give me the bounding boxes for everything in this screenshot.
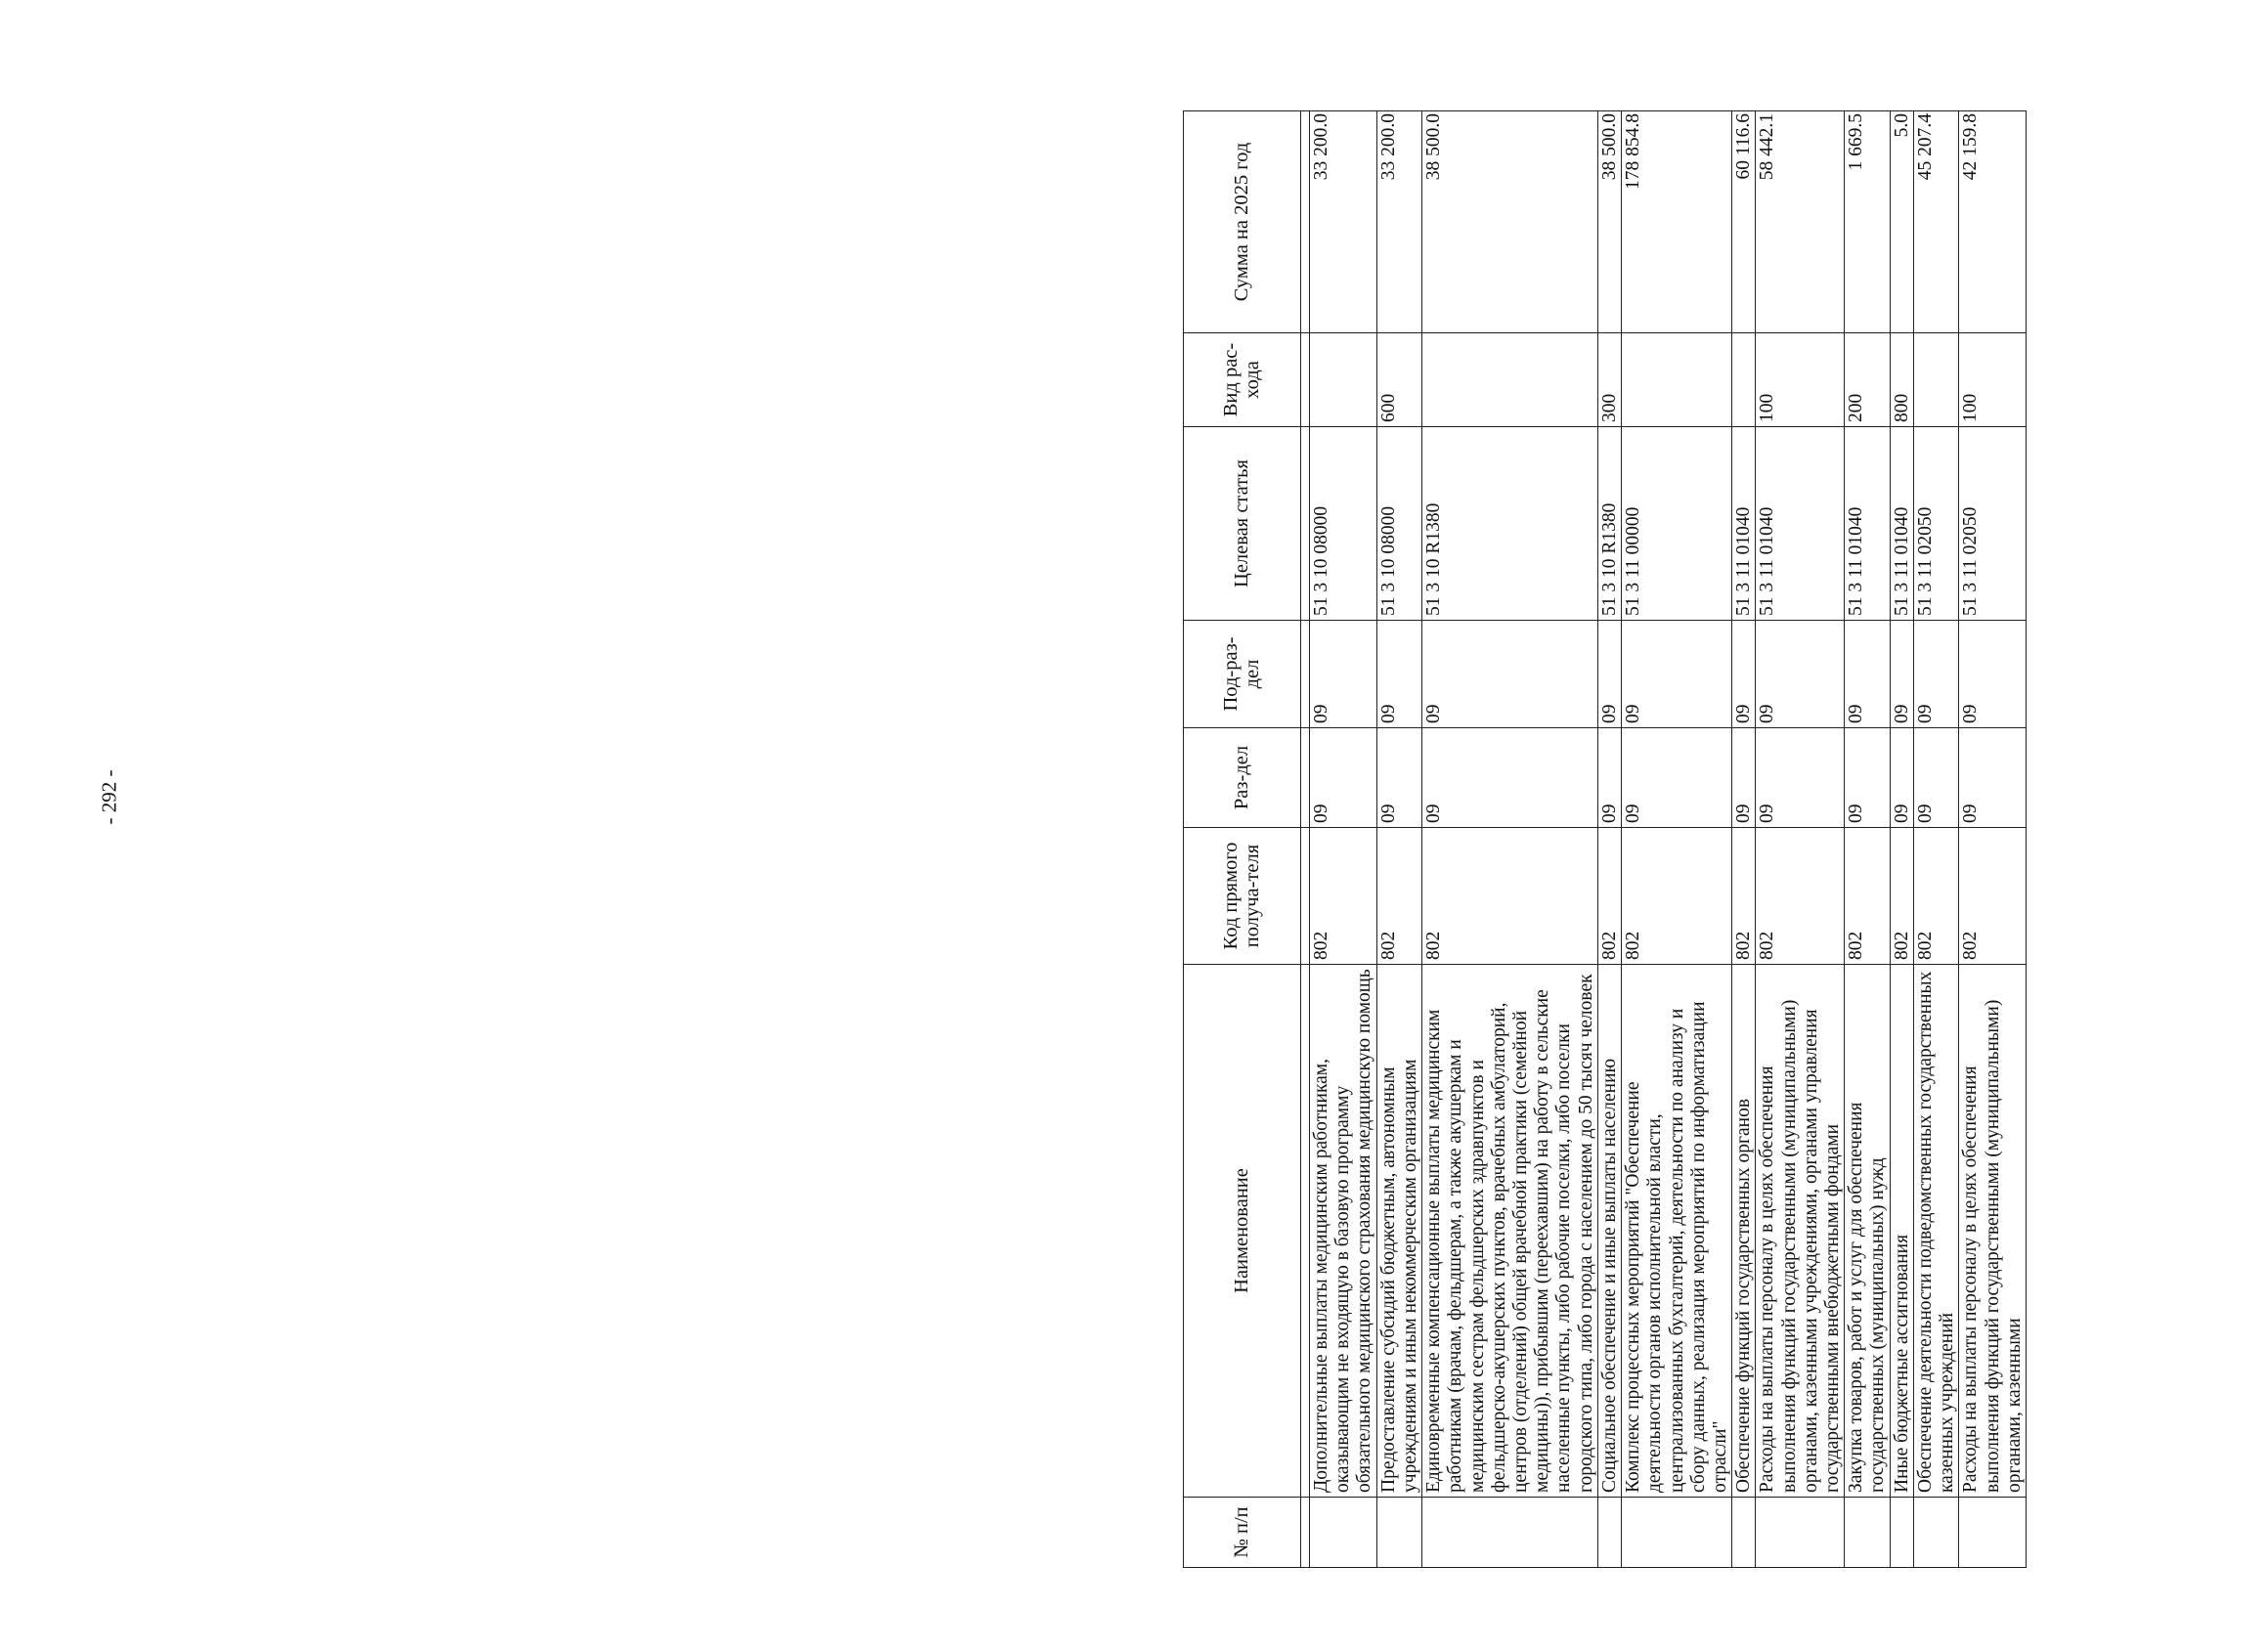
cell-name: Расходы на выплаты персоналу в целях обеспечения выполнения функций государственными (муниципальными) органами, казенными учреждениями, органами управления государственными внебюджетными фондами xyxy=(1756,965,1845,1498)
cell-subsection: 09 xyxy=(1890,621,1913,728)
table-row xyxy=(1845,111,1890,1568)
cell-target: 51 3 11 01040 xyxy=(1732,427,1756,621)
cell-num xyxy=(1376,1498,1421,1568)
cell-subsection: 09 xyxy=(1732,621,1756,728)
cell-sum: 5.0 xyxy=(1890,111,1913,333)
budget-table xyxy=(1183,110,2027,1568)
cell-recipient: 802 xyxy=(1732,828,1756,965)
cell-target: 51 3 11 01040 xyxy=(1845,427,1890,621)
cell-section: 09 xyxy=(1622,728,1732,828)
cell-num xyxy=(1422,1498,1598,1568)
cell-subsection: 09 xyxy=(1845,621,1890,728)
cell-num xyxy=(1756,1498,1845,1568)
cell-recipient: 802 xyxy=(1597,828,1621,965)
table-row xyxy=(1913,111,1958,1568)
cell-name: Обеспечение функций государственных органов xyxy=(1732,965,1756,1498)
page-number: - 292 - xyxy=(97,769,121,825)
cell-recipient: 802 xyxy=(1913,828,1958,965)
cell-target: 51 3 11 01040 xyxy=(1890,427,1913,621)
cell-subsection: 09 xyxy=(1959,621,2027,728)
cell-section: 09 xyxy=(1845,728,1890,828)
cell-section: 09 xyxy=(1959,728,2027,828)
cell-sum: 45 207.4 xyxy=(1913,111,1958,333)
cell-recipient: 802 xyxy=(1756,828,1845,965)
table-row xyxy=(1597,111,1621,1568)
cell-section: 09 xyxy=(1756,728,1845,828)
cell-recipient: 802 xyxy=(1422,828,1598,965)
cell-num xyxy=(1310,1498,1377,1568)
cell-name: Единовременные компенсационные выплаты медицинским работникам (врачам, фельдшерам, а также акушеркам и медицинским сестрам фельдшерских здравпунктов и фельдшерско-акушерских пунктов, врачебных амбулаторий, центров (отделений) общей врачебной практики (семейной медицины)), прибывшим (переехавшим) на работу в сельские населенные пункты, либо рабочие поселки, либо поселки городского типа, либо города с населением до 50 тысяч человек xyxy=(1422,965,1598,1498)
cell-num xyxy=(1597,1498,1621,1568)
cell-sum: 38 500.0 xyxy=(1422,111,1598,333)
cell-name: Закупка товаров, работ и услуг для обеспечения государственных (муниципальных) нужд xyxy=(1845,965,1890,1498)
cell-subsection: 09 xyxy=(1376,621,1421,728)
cell-subsection: 09 xyxy=(1622,621,1732,728)
cell-sum: 60 116.6 xyxy=(1732,111,1756,333)
header-name: Наименование xyxy=(1184,965,1301,1498)
cell-sum: 58 442.1 xyxy=(1756,111,1845,333)
cell-num xyxy=(1890,1498,1913,1568)
cell-sum: 1 669.5 xyxy=(1845,111,1890,333)
cell-section: 09 xyxy=(1422,728,1598,828)
table-row xyxy=(1732,111,1756,1568)
header-recipient: Код прямого получа-теля xyxy=(1184,828,1301,965)
rotated-page-content xyxy=(1183,111,2268,1568)
cell-name: Расходы на выплаты персоналу в целях обеспечения выполнения функций государственными (муниципальными) органами, казенными xyxy=(1959,965,2027,1498)
cell-sum: 42 159.8 xyxy=(1959,111,2027,333)
cell-type: 300 xyxy=(1597,333,1621,427)
cell-name: Комплекс процессных мероприятий "Обеспечение деятельности органов исполнительной власти, централизованных бухгалтерий, деятельности по анализу и сбору данных, реализация мероприятий по информатизации отрасли" xyxy=(1622,965,1732,1498)
cell-sum: 178 854.8 xyxy=(1622,111,1732,333)
cell-type xyxy=(1732,333,1756,427)
table-row xyxy=(1422,111,1598,1568)
cell-name: Дополнительные выплаты медицинским работникам, оказывающим не входящую в базовую программу обязательного медицинского страхования медицинскую помощь xyxy=(1310,965,1377,1498)
cell-type: 100 xyxy=(1756,333,1845,427)
cell-section: 09 xyxy=(1732,728,1756,828)
cell-name: Социальное обеспечение и иные выплаты населению xyxy=(1597,965,1621,1498)
cell-name: Обеспечение деятельности подведомственных государственных казенных учреждений xyxy=(1913,965,1958,1498)
cell-section: 09 xyxy=(1890,728,1913,828)
cell-sum: 38 500.0 xyxy=(1597,111,1621,333)
cell-type: 100 xyxy=(1959,333,2027,427)
header-type: Вид рас-хода xyxy=(1184,333,1301,427)
cell-section: 09 xyxy=(1913,728,1958,828)
cell-target: 51 3 11 01040 xyxy=(1756,427,1845,621)
cell-subsection: 09 xyxy=(1756,621,1845,728)
cell-target: 51 3 10 08000 xyxy=(1310,427,1377,621)
cell-recipient: 802 xyxy=(1845,828,1890,965)
table-row xyxy=(1959,111,2027,1568)
table-header-row xyxy=(1184,111,1301,1568)
table-row xyxy=(1890,111,1913,1568)
cell-target: 51 3 11 00000 xyxy=(1622,427,1732,621)
cell-type xyxy=(1310,333,1377,427)
cell-section: 09 xyxy=(1310,728,1377,828)
cell-target: 51 3 10 08000 xyxy=(1376,427,1421,621)
cell-type: 800 xyxy=(1890,333,1913,427)
header-num: № п/п xyxy=(1184,1498,1301,1568)
spacer-row xyxy=(1301,111,1310,1568)
cell-num xyxy=(1622,1498,1732,1568)
cell-num xyxy=(1845,1498,1890,1568)
cell-type: 200 xyxy=(1845,333,1890,427)
table-row xyxy=(1310,111,1377,1568)
header-section: Раз-дел xyxy=(1184,728,1301,828)
cell-num xyxy=(1913,1498,1958,1568)
cell-target: 51 3 11 02050 xyxy=(1959,427,2027,621)
cell-type xyxy=(1622,333,1732,427)
cell-type xyxy=(1913,333,1958,427)
header-sum: Сумма на 2025 год xyxy=(1184,111,1301,333)
cell-subsection: 09 xyxy=(1597,621,1621,728)
cell-subsection: 09 xyxy=(1422,621,1598,728)
cell-name: Предоставление субсидий бюджетным, автономным учреждениям и иным некоммерческим организациям xyxy=(1376,965,1421,1498)
cell-recipient: 802 xyxy=(1959,828,2027,965)
cell-recipient: 802 xyxy=(1310,828,1377,965)
table-row xyxy=(1756,111,1845,1568)
cell-type: 600 xyxy=(1376,333,1421,427)
cell-target: 51 3 11 02050 xyxy=(1913,427,1958,621)
cell-recipient: 802 xyxy=(1376,828,1421,965)
cell-recipient: 802 xyxy=(1890,828,1913,965)
cell-section: 09 xyxy=(1597,728,1621,828)
table-row xyxy=(1376,111,1421,1568)
cell-name: Иные бюджетные ассигнования xyxy=(1890,965,1913,1498)
cell-sum: 33 200.0 xyxy=(1376,111,1421,333)
cell-num xyxy=(1959,1498,2027,1568)
cell-target: 51 3 10 R1380 xyxy=(1597,427,1621,621)
cell-subsection: 09 xyxy=(1913,621,1958,728)
header-subsection: Под-раз-дел xyxy=(1184,621,1301,728)
cell-type xyxy=(1422,333,1598,427)
cell-target: 51 3 10 R1380 xyxy=(1422,427,1598,621)
header-target: Целевая статья xyxy=(1184,427,1301,621)
cell-section: 09 xyxy=(1376,728,1421,828)
cell-sum: 33 200.0 xyxy=(1310,111,1377,333)
table-row xyxy=(1622,111,1732,1568)
cell-subsection: 09 xyxy=(1310,621,1377,728)
cell-num xyxy=(1732,1498,1756,1568)
cell-recipient: 802 xyxy=(1622,828,1732,965)
